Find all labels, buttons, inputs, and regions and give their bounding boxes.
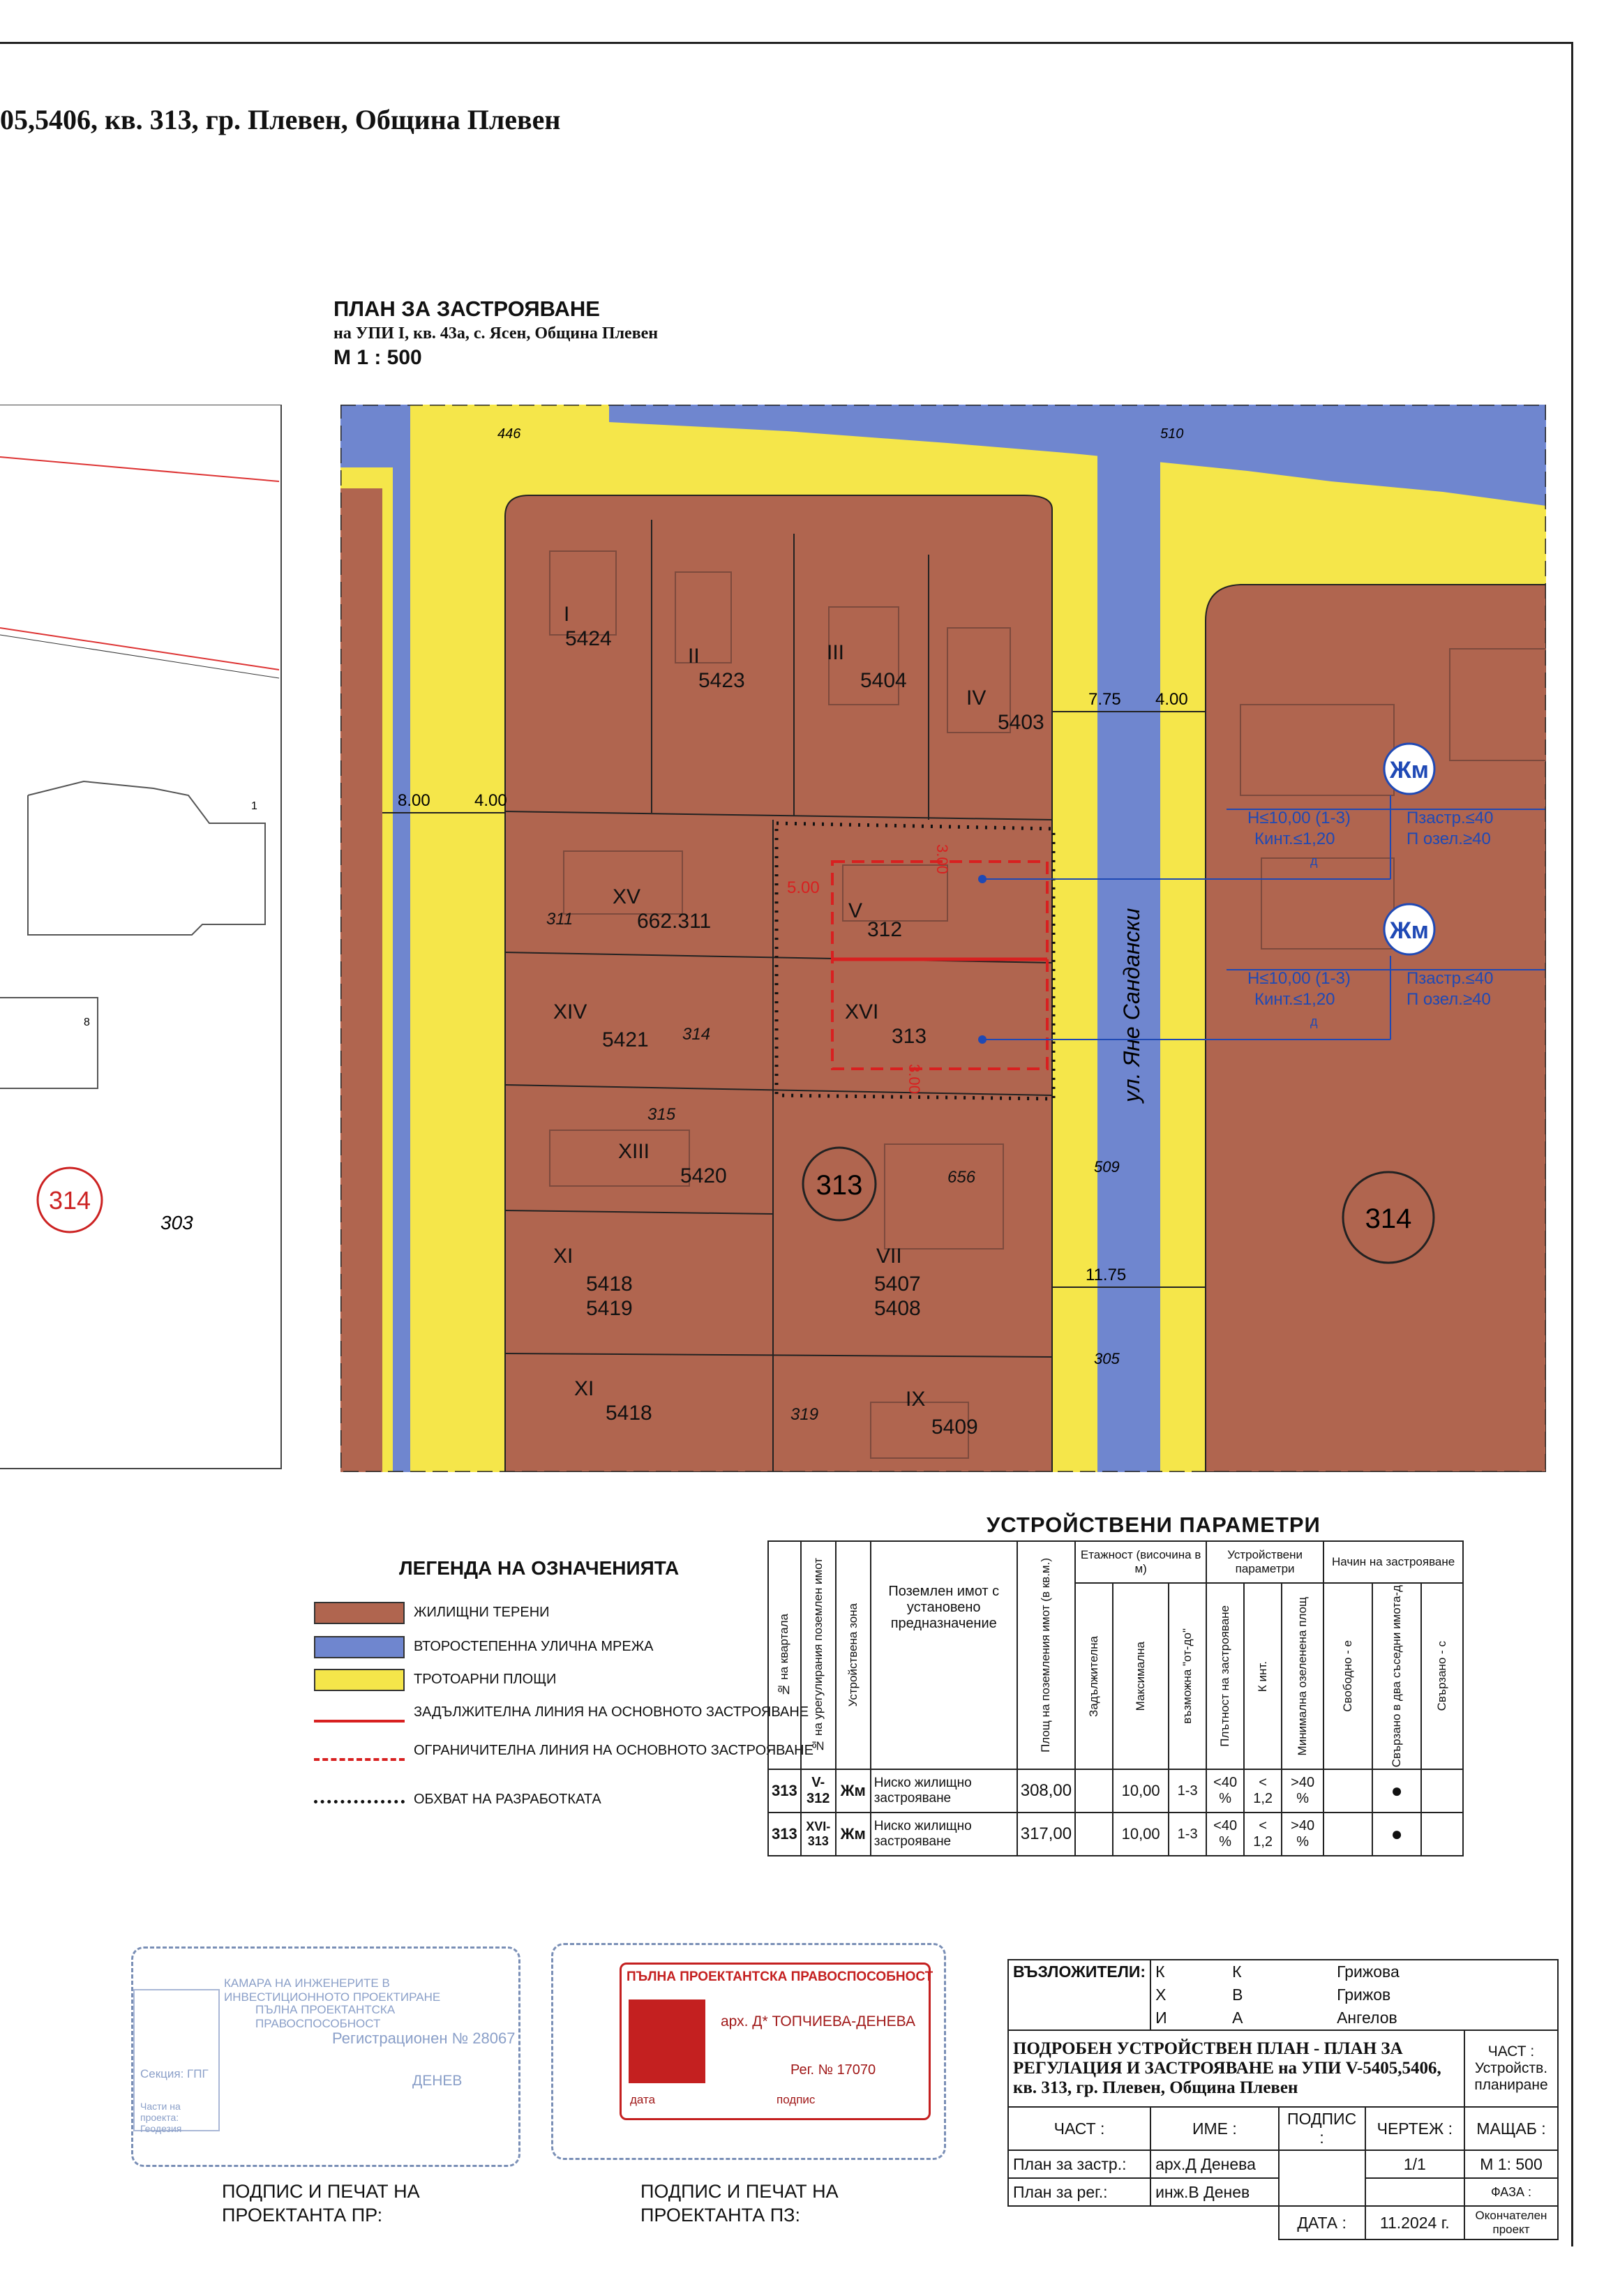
context-line [0, 635, 279, 678]
plot-roman: II [688, 645, 700, 668]
assignors-label: ВЪЗЛОЖИТЕЛИ: [1008, 1960, 1150, 2030]
assignor-initial: В [1232, 1986, 1243, 2004]
plot-id: 5423 [698, 669, 745, 692]
zone-height: Н≤10,00 (1-3) [1247, 809, 1351, 827]
plot-roman: IX [906, 1388, 926, 1411]
stamp-header: ПЪЛНА ПРОЕКТАНТСКА ПРАВОСПОСОБНОСТ [627, 1969, 933, 1984]
col-sign: ПОДПИС : [1279, 2107, 1365, 2150]
header-purpose: Поземлен имот с установено предназначение [871, 1541, 1017, 1769]
title-block [1007, 1959, 1559, 2240]
drawing-empty [1365, 2178, 1464, 2206]
legend-label: ОГРАНИЧИТЕЛНА ЛИНИЯ НА ОСНОВНОТО ЗАСТРОЯВАНЕ [414, 1743, 813, 1758]
legend-label: ОБХВАТ НА РАЗРАБОТКАТА [414, 1792, 601, 1807]
header-block-no: № на квартала [777, 1614, 791, 1697]
cell-purpose: Ниско жилищно застрояване [871, 1769, 1017, 1813]
row-name: арх.Д Денева [1150, 2150, 1279, 2178]
stamp-reg: Рег. № 17070 [790, 2062, 876, 2078]
header-kint: К инт. [1256, 1660, 1270, 1692]
stamp-architect: арх. Д* ТОПЧИЕВА-ДЕНЕВА [721, 2013, 915, 2029]
cell-kint: < 1,2 [1244, 1813, 1282, 1856]
plot-roman: XI [553, 1245, 573, 1268]
zone-green: П озел.≥40 [1407, 830, 1491, 848]
width-dimension: 4.00 [1155, 690, 1188, 709]
date-value: 11.2024 г. [1365, 2206, 1464, 2239]
residential-block-314 [1206, 585, 1546, 1472]
width-dimension: 7.75 [1088, 690, 1121, 709]
plot-roman: I [564, 603, 570, 626]
blank-cell [1008, 2206, 1279, 2239]
signature-cell [1279, 2150, 1365, 2206]
header-upi-no: № на урегулирания поземлен имот [811, 1558, 825, 1753]
stamp-sign: подпис [777, 2093, 816, 2106]
legend-label: ЖИЛИЩНИ ТЕРЕНИ [414, 1605, 550, 1620]
header-mandatory: Задължителна [1087, 1635, 1101, 1717]
street-code: 510 [1160, 426, 1184, 442]
stamp-line: Регистрационен № 28067 [332, 2029, 516, 2047]
stamp-line: Части на проекта: Геодезия [140, 2101, 182, 2134]
plot-roman: XV [613, 885, 641, 908]
cell-kint: < 1,2 [1244, 1769, 1282, 1813]
sheet-top-border [0, 42, 1571, 44]
cell-linked [1421, 1813, 1463, 1856]
col-drawing: ЧЕРТЕЖ : [1365, 2107, 1464, 2150]
plot-id: 5403 [998, 711, 1044, 734]
cell-range: 1-3 [1169, 1813, 1206, 1856]
plot-extra: 311 [546, 910, 573, 929]
assignor-initial: И [1155, 2009, 1167, 2027]
legend-line-dotted [314, 1800, 405, 1803]
plot-roman: XIII [618, 1140, 650, 1163]
legend-line-solid [314, 1720, 405, 1723]
stamp-line: ДЕНЕВ [412, 2073, 463, 2089]
regulation-plan-map [340, 405, 1546, 1472]
assignor-row [1150, 1983, 1558, 2006]
row-name: инж.В Денев [1150, 2178, 1279, 2206]
plot-id: 5409 [931, 1416, 978, 1439]
stamp-pr [131, 1946, 520, 2167]
width-dimension: 8.00 [398, 791, 430, 810]
phase-value: Окончателен проект [1464, 2206, 1558, 2239]
cell-green: >40 % [1282, 1813, 1323, 1856]
setback-dimension: 3.00 [933, 844, 951, 874]
legend-swatch [314, 1602, 405, 1624]
signature-caption-pr: ПОДПИС И ПЕЧАТ НА ПРОЕКТАНТА ПР: [222, 2181, 420, 2226]
assignor-name: Грижова [1337, 1963, 1400, 1981]
width-dimension: 4.00 [474, 791, 507, 810]
plot-roman: III [827, 641, 845, 664]
street-code: 305 [1094, 1350, 1120, 1367]
plot-id-2: 5408 [874, 1297, 921, 1320]
plot-id: 5404 [860, 669, 907, 692]
header-green: Минимална озеленена площ [1296, 1596, 1310, 1756]
legend-title: ЛЕГЕНДА НА ОЗНАЧЕНИЯТА [399, 1557, 680, 1579]
legend-line-dashed [314, 1758, 405, 1761]
context-red-line [0, 628, 279, 670]
params-row [768, 1769, 1463, 1813]
residential-area-left [340, 488, 382, 1472]
plot-roman: V [848, 899, 863, 922]
sheet-right-border [1571, 42, 1573, 2246]
zone-kint: Кинт.≤1,20 [1254, 990, 1335, 1009]
plot-extra: 314 [682, 1025, 711, 1044]
zone-marker: Жм [1390, 757, 1429, 783]
header-linked: Свързано - с [1435, 1641, 1449, 1711]
plot-id: 5407 [874, 1273, 921, 1296]
col-part: ЧАСТ : [1008, 2107, 1150, 2150]
legend-label: ЗАДЪЛЖИТЕЛНА ЛИНИЯ НА ОСНОВНОТО ЗАСТРОЯВАНЕ [414, 1704, 809, 1720]
assignor-initial: Х [1155, 1986, 1167, 2004]
plot-roman: IV [966, 686, 987, 710]
header-free: Свободно - е [1341, 1640, 1355, 1712]
cell-range: 1-3 [1169, 1769, 1206, 1813]
block-number: 314 [1365, 1203, 1412, 1234]
street-code: 509 [1094, 1158, 1120, 1176]
zone-method: д [1310, 854, 1318, 868]
part-label: ЧАСТ : [1487, 2043, 1535, 2059]
signature-caption-pz: ПОДПИС И ПЕЧАТ НА ПРОЕКТАНТА ПЗ: [640, 2181, 839, 2226]
header-density: Плътност на застрояване [1218, 1605, 1232, 1748]
params-title: УСТРОЙСТВЕНИ ПАРАМЕТРИ [987, 1513, 1321, 1537]
assignor-initial: К [1232, 1963, 1242, 1981]
cell-max: 10,00 [1113, 1769, 1169, 1813]
context-frame [0, 405, 281, 1469]
assignor-name: Грижов [1337, 1986, 1391, 2004]
header-possible: възможна "от-до" [1180, 1628, 1194, 1725]
phase-cell [1464, 2178, 1558, 2206]
block-number: 313 [816, 1170, 863, 1201]
plot-id: 312 [867, 918, 903, 941]
cell-zone: Жм [836, 1813, 871, 1856]
context-red-line [0, 457, 279, 481]
plot-id: 5418 [586, 1273, 633, 1296]
plot-roman: XI [574, 1377, 594, 1400]
cell-upi: XVI-313 [801, 1813, 836, 1856]
cell-purpose: Ниско жилищно застрояване [871, 1813, 1017, 1856]
plot-id: 5420 [680, 1164, 727, 1187]
cell-paired: ● [1372, 1813, 1421, 1856]
cell-mandatory [1075, 1769, 1113, 1813]
plot-extra: 319 [790, 1405, 819, 1424]
cell-area: 317,00 [1017, 1813, 1075, 1856]
header-paired: Свързано в два съседни имота-д [1390, 1585, 1404, 1768]
plot-roman: XVI [845, 1000, 879, 1023]
plot-extra: 656 [947, 1168, 976, 1187]
plot-id-2: 5419 [586, 1297, 633, 1320]
stamp-line: ПЪЛНА ПРОЕКТАНТСКА ПРАВОСПОСОБНОСТ [255, 2003, 396, 2030]
plot-roman: VII [876, 1245, 902, 1268]
cell-free [1323, 1769, 1372, 1813]
cell-paired: ● [1372, 1769, 1421, 1813]
phase-label: ФАЗА : [1491, 2184, 1531, 2199]
cell-free [1323, 1813, 1372, 1856]
drawing-value: 1/1 [1365, 2150, 1464, 2178]
row-part: План за застр.: [1008, 2150, 1150, 2178]
header-params-group: Устройствени параметри [1206, 1541, 1323, 1583]
architect-logo [629, 1999, 705, 2083]
plan-subtitle: на УПИ I, кв. 43а, с. Ясен, Община Плевен [333, 324, 659, 343]
zone-kint: Кинт.≤1,20 [1254, 830, 1335, 848]
assignor-initial: А [1232, 2009, 1243, 2027]
stamp-line: Секция: ГПГ [140, 2067, 209, 2080]
assignor-row [1150, 1960, 1558, 1983]
stamp-date: дата [630, 2093, 656, 2106]
plot-id: 662.311 [637, 910, 712, 933]
part-value: Устройств. планиране [1474, 2060, 1548, 2093]
params-row [768, 1813, 1463, 1856]
zone-green: П озел.≥40 [1407, 990, 1491, 1009]
assignor-name: Ангелов [1337, 2009, 1397, 2027]
stamp-line: КАМАРА НА ИНЖЕНЕРИТЕ В ИНВЕСТИЦИОННОТО ПРОЕКТИРАНЕ [224, 1976, 441, 2004]
cell-density: <40 % [1206, 1769, 1244, 1813]
zone-density: Пзастр.≤40 [1407, 969, 1494, 988]
plot-id: 313 [892, 1025, 927, 1048]
block-number: 314 [48, 1186, 91, 1215]
zone-density: Пзастр.≤40 [1407, 809, 1494, 827]
cell-zone: Жм [836, 1769, 871, 1813]
cell-green: >40 % [1282, 1769, 1323, 1813]
cell-mandatory [1075, 1813, 1113, 1856]
page-title: 05,5406, кв. 313, гр. Плевен, Община Плевен [0, 104, 561, 135]
scale-value: М 1: 500 [1464, 2150, 1558, 2178]
header-floors-group: Етажност (височина в м) [1075, 1541, 1206, 1583]
plot-id: 5421 [602, 1028, 649, 1051]
plan-title: ПЛАН ЗА ЗАСТРОЯВАНЕ [333, 297, 600, 321]
cell-upi: V-312 [801, 1769, 836, 1813]
plot-extra: 315 [647, 1105, 676, 1124]
header-max: Максимална [1134, 1641, 1148, 1711]
context-building [0, 998, 98, 1088]
assignor-row [1150, 2006, 1558, 2030]
legend-swatch [314, 1669, 405, 1691]
project-title: ПОДРОБЕН УСТРОЙСТВЕН ПЛАН - ПЛАН ЗА РЕГУЛАЦИЯ И ЗАСТРОЯВАНЕ на УПИ V-5405,5406, кв. 313, гр. Плевен, Община Плевен [1008, 2030, 1464, 2107]
cell-linked [1421, 1769, 1463, 1813]
street-name: ул. Яне Сандански [1119, 908, 1144, 1102]
context-building [28, 781, 265, 935]
part-box [1464, 2030, 1558, 2107]
params-table [767, 1540, 1464, 1856]
parcel-label: 8 [84, 1016, 90, 1028]
stamp-pz [551, 1943, 946, 2160]
zone-height: Н≤10,00 (1-3) [1247, 969, 1351, 988]
date-label: ДАТА : [1279, 2206, 1365, 2239]
col-name: ИМЕ : [1150, 2107, 1279, 2150]
header-zone: Устройствена зона [846, 1603, 860, 1707]
street-code: 446 [497, 426, 521, 442]
legend-swatch [314, 1636, 405, 1658]
cell-area: 308,00 [1017, 1769, 1075, 1813]
setback-dimension: 5.00 [787, 878, 820, 897]
width-dimension: 11.75 [1086, 1266, 1127, 1284]
legend-label: ТРОТОАРНИ ПЛОЩИ [414, 1672, 557, 1687]
plan-scale: М 1 : 500 [333, 346, 422, 369]
cell-density: <40 % [1206, 1813, 1244, 1856]
parcel-label: 303 [160, 1212, 193, 1233]
cell-max: 10,00 [1113, 1813, 1169, 1856]
cell-block: 313 [768, 1813, 801, 1856]
parcel-label: 1 [251, 800, 257, 812]
zone-marker: Жм [1390, 917, 1429, 944]
cell-block: 313 [768, 1769, 801, 1813]
setback-dimension: 3.00 [906, 1064, 923, 1094]
plot-roman: XIV [553, 1000, 587, 1023]
plot-id: 5418 [606, 1402, 652, 1425]
plot-id: 5424 [565, 627, 612, 650]
context-sketch [0, 405, 293, 1472]
legend-label: ВТОРОСТЕПЕННА УЛИЧНА МРЕЖА [414, 1639, 654, 1654]
row-part: План за рег.: [1008, 2178, 1150, 2206]
assignor-initial: К [1155, 1963, 1165, 1981]
col-scale: МАЩАБ : [1464, 2107, 1558, 2150]
header-method-group: Начин на застрояване [1323, 1541, 1463, 1583]
header-area: Площ на поземления имот (в кв.м.) [1039, 1558, 1053, 1753]
zone-method: д [1310, 1014, 1318, 1028]
